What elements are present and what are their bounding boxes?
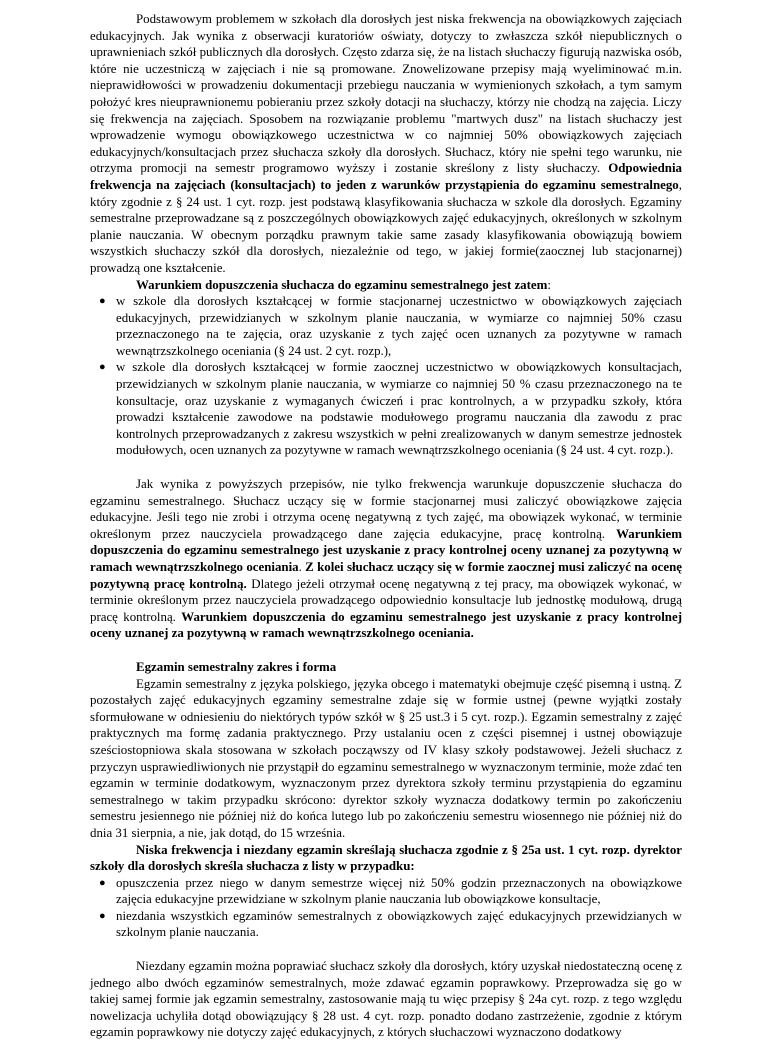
intro-text-2: , który zgodnie z § 24 ust. 1 cyt. rozp. jest podstawą klasyfikowania słuchacza w szkole dla dorosłych. Egzaminy semestralne przeprowadzane są z poszczególnych obowiązkowych zajęć edukacyjnych, określonych w szkolnym planie nauczania. W obecnym porządku prawnym takie same zasady klasyfikowania obowiązują bowiem wszystkich słuchaczy szkół dla dorosłych, niezależnie od tego, w jakiej formie(zaocznej lub stacjonarnej) prowadzą one kształcenie.	[90, 177, 682, 275]
bullet-icon: ●	[99, 909, 106, 922]
list-item-text: opuszczenia przez niego w danym semestrze więcej niż 50% godzin przeznaczonych na obowiązkowe zajęcia edukacyjne przewidziane w szkolnym planie nauczania lub obowiązkowe konsultacje,	[116, 875, 682, 907]
list-item	[99, 875, 682, 908]
section-heading-removal: Niska frekwencja i niezdany egzamin skreślają słuchacza zgodnie z § 25a ust. 1 cyt. rozp. dyrektor szkoły dla dorosłych skreśla słuchacza z listy w przypadku:	[90, 842, 682, 874]
exam-scope-paragraph: Egzamin semestralny z języka polskiego, języka obcego i matematyki obejmuje część pisemną i ustną. Z pozostałych zajęć edukacyjnych egzaminy semestralne zdaje się w formie ustnej (pewne wyjątki zostały sformułowane w odniesieniu do niektórych typów szkół w § 25 ust.3 i 5 cyt. rozp.). Egzamin semestralny z zajęć praktycznych ma formę zadania praktycznego. Przy ustalaniu ocen z części pisemnej i ustnej obowiązuje sześciostopniowa skala stosowana w szkołach począwszy od IV klasy szkoły podstawowej. Jeżeli słuchacz z przyczyn usprawiedliwionych nie przystąpił do egzaminu semestralnego w wyznaczonym terminie, może zdać ten egzamin w terminie dodatkowym, wyznaczonym przez dyrektora szkoły terminu przystąpienia do egzaminu semestralnego w takim przypadku skrócono: dyrektor szkoły wyznacza dodatkowy termin po zakończeniu semestru jesiennego nie później niż do końca lutego lub po zakończeniu semestru wiosennego nie później niż do dnia 31 sierpnia, a nie, jak dotąd, do 15 września.	[90, 676, 682, 840]
admission-condition-heading	[90, 277, 682, 294]
control-work-bold-2: Z kolei słuchacz uczący się w formie zaocznej musi zaliczyć na ocenę pozytywną pracę kontrolną.	[90, 560, 682, 591]
list-item	[99, 908, 682, 941]
intro-text-1: Podstawowym problemem w szkołach dla dorosłych jest niska frekwencja na obowiązkowych zajęciach edukacyjnych. Jak wynika z obserwacji kuratoriów oświaty, dotyczy to zwłaszcza szkół niepublicznych o uprawnieniach szkół publicznych dla dorosłych. Często zdarza się, że na listach słuchaczy figurują nazwiska osób, które nie uczestniczą w zajęciach i nie są promowane. Znowelizowane przepisy mają wyeliminować m.in. nieprawidłowości w prowadzeniu dokumentacji przebiegu nauczania w wymienionych szkołach, a tym samym położyć kres nieuprawnionemu pobieraniu przez szkoły dotacji na słuchaczy, którzy nie chodzą na zajęcia. Liczy się frekwencja na zajęciach. Sposobem na rozwiązanie problemu "martwych dusz" na listach słuchaczy jest wprowadzenie wymogu obowiązkowego uczestnictwa w co najmniej 50% obowiązkowych zajęciach edukacyjnych/konsultacjach przez słuchacza szkoły dla dorosłych. Słuchacz, który nie spełni tego warunku, nie otrzyma promocji na semestr programowo wyższy i zostanie skreślony z listy słuchaczy.	[90, 12, 682, 176]
bullet-icon: ●	[99, 876, 106, 889]
list-item-text: w szkole dla dorosłych kształcącej w formie zaocznej uczestnictwo w obowiązkowych konsultacjach, przewidzianych w szkolnym planie nauczania, w wymiarze co najmniej 50 % czasu przeznaczonego na te konsultacje, oraz uzyskanie z wymaganych ćwiczeń i prac kontrolnych, a w przypadku szkoły, która prowadzi kształcenie zawodowe na podstawie modułowego programu nauczania dla zawodu z prac kontrolnych przeprowadzanych z zakresu wszystkich w pełni zrealizowanych w danym semestrze jednostek modułowych, ocen uznanych za pozytywne w ramach wewnątrzszkolnego oceniania (§ 24 ust. 4 cyt. rozp.).	[116, 360, 682, 458]
admission-conditions-list	[90, 293, 682, 459]
admission-condition-colon: :	[547, 277, 551, 292]
control-work-text-3: Dlatego jeżeli otrzymał ocenę negatywną z tej pracy, ma obowiązek wykonać, w terminie określonym przez nauczyciela prowadzącego odpowiednio konsultacje lub jednostkę modułową, drugą pracę kontrolną.	[90, 576, 682, 624]
control-work-bold-1: Warunkiem dopuszczenia do egzaminu semestralnego jest uzyskanie z pracy kontrolnej oceny uznanej za pozytywną w ramach wewnątrzszkolnego oceniania	[90, 526, 682, 574]
list-item-text: niezdania wszystkich egzaminów semestralnych z obowiązkowych zajęć edukacyjnych przewidzianych w szkolnym planie nauczania.	[116, 908, 682, 940]
retake-exam-paragraph: Niezdany egzamin można poprawiać słuchacz szkoły dla dorosłych, który uzyskał niedostateczną ocenę z jednego albo dwóch egzaminów semestralnych, może zdawać egzamin poprawkowy. Przeprowadza się go w takiej samej formie jak egzamin semestralny, zastosowanie mają tu więc przepisy § 24a cyt. rozp. z tego względu nowelizacja uchyliła dotąd obowiązujący § 28 ust. 4 cyt. rozp. ponadto dodano zastrzeżenie, zgodnie z którym egzamin poprawkowy nie dotyczy zajęć edukacyjnych, z których słuchaczowi wyznaczono dodatkowy	[90, 959, 682, 1040]
intro-bold-attendance: Odpowiednia frekwencja na zajęciach (konsultacjach) to jeden z warunków przystąpienia do egzaminu semestralnego	[90, 161, 682, 192]
control-work-bold-3: Warunkiem dopuszczenia do egzaminu semestralnego jest uzyskanie z pracy kontrolnej oceny uznanej za pozytywną w ramach wewnątrzszkolnego oceniania.	[90, 609, 682, 641]
control-work-paragraph	[90, 476, 682, 642]
control-work-text-1: Jak wynika z powyższych przepisów, nie tylko frekwencja warunkuje dopuszczenie słuchacza do egzaminu semestralnego. Słuchacz uczący się w formie stacjonarnej musi zaliczyć obowiązkowe zajęcia edukacyjne. Jeśli tego nie zrobi i otrzyma ocenę negatywną z tych zajęć, ma obowiązek wykonać, w terminie określonym przez nauczyciela prowadzącego dane zajęcia edukacyjne, pracę kontrolną.	[90, 477, 682, 541]
list-item	[99, 293, 682, 359]
admission-condition-bold: Warunkiem dopuszczenia słuchacza do egzaminu semestralnego jest zatem	[136, 277, 548, 292]
bullet-icon: ●	[99, 295, 106, 308]
intro-paragraph	[90, 11, 682, 277]
section-heading-exam-scope: Egzamin semestralny zakres i forma	[136, 659, 337, 674]
control-work-text-2: .	[298, 560, 306, 574]
list-item-text: w szkole dla dorosłych kształcącej w formie stacjonarnej uczestnictwo w obowiązkowych zajęciach edukacyjnych, przewidzianych w szkolnym planie nauczania, w wymiarze co najmniej 50% czasu przeznaczonego na te zajęcia, oraz uzyskanie z tych zajęć ocen uznanych za pozytywne w ramach wewnątrzszkolnego oceniania (§ 24 ust. 2 cyt. rozp.),	[116, 294, 682, 358]
bullet-icon: ●	[99, 361, 106, 374]
removal-reasons-list	[90, 875, 682, 941]
list-item	[99, 359, 682, 459]
